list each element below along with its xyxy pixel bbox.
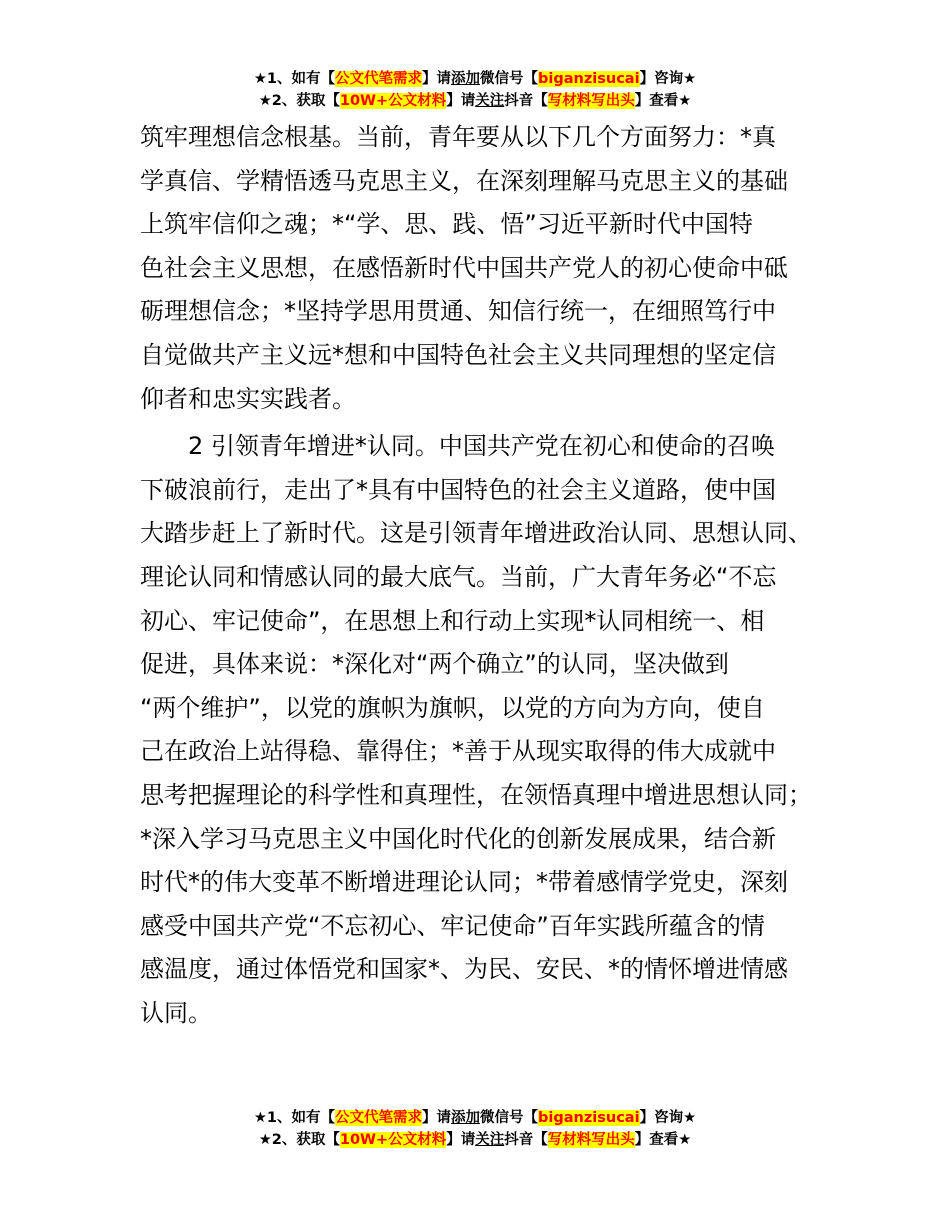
paragraph-1 [140,116,840,421]
text-line: 认同。 [140,998,212,1027]
text-line: 下破浪前行，走出了*具有中国特色的社会主义道路，使中国 [140,475,776,504]
text-line: 促进，具体来说：*深化对“两个确立”的认同，坚决做到 [140,650,729,679]
text-line: 自觉做共产主义远*想和中国特色社会主义共同理想的坚定信 [140,340,776,369]
promo-text: 】咨询★ [639,1110,697,1126]
paragraph-2 [140,425,840,1035]
promo-footer-bottom [0,1107,950,1151]
promo-header-top [0,68,950,112]
promo-text: 】请 [422,71,452,87]
promo-highlight-service: 公文代笔需求 [335,1110,423,1126]
promo-highlight-douyin-id: 写材料写出头 [547,93,635,109]
text-line: 砺理想信念；*坚持学思用贯通、知信行统一，在细照笃行中 [140,297,776,326]
text-line: 学真信、学精悟透马克思主义，在深刻理解马克思主义的基础 [140,166,788,195]
text-line: 理论认同和情感认同的最大底气。当前，广大青年务必“不忘 [140,562,777,591]
text-line: 初心、牢记使命”，在思想上和行动上实现*认同相统一、相 [140,606,765,635]
promo-line-2 [0,1129,950,1151]
text-line: 色社会主义思想，在感悟新时代中国共产党人的初心使命中砥 [140,253,788,282]
promo-text: 】请 [446,93,476,109]
promo-text: ★2、获取【 [258,1132,340,1148]
text-line: 时代*的伟大变革不断增进理论认同；*带着感情学党史，深刻 [140,868,788,897]
promo-underlined-word: 关注 [475,1132,505,1148]
promo-underlined-word: 添加 [451,71,481,87]
promo-highlight-service: 公文代笔需求 [335,71,423,87]
text-line: 思考把握理论的科学性和真理性，在领悟真理中增进思想认同； [140,780,812,809]
promo-text: 】咨询★ [639,71,697,87]
promo-underlined-word: 关注 [475,93,505,109]
promo-text: 】查看★ [634,1132,692,1148]
promo-text: 】请 [446,1132,476,1148]
promo-text: 抖音【 [504,1132,548,1148]
document-body [140,116,840,1035]
promo-line-1 [0,68,950,90]
text-line: “两个维护”，以党的旗帜为旗帜，以党的方向为方向，使自 [140,693,765,722]
promo-underlined-word: 添加 [451,1110,481,1126]
promo-highlight-materials: 10W+公文材料 [339,1132,447,1148]
text-line: *深入学习马克思主义中国化时代化的创新发展成果，结合新 [140,824,776,853]
text-line: 2 引领青年增进*认同。中国共产党在初心和使命的召唤 [188,432,775,461]
promo-text: ★1、如有【 [253,1110,336,1126]
promo-line-2 [0,90,950,112]
promo-highlight-douyin-id: 写材料写出头 [547,1132,635,1148]
promo-text: 微信号【 [480,1110,539,1126]
text-line: 筑牢理想信念根基。当前，青年要从以下几个方面努力：*真 [140,123,776,151]
text-line: 大踏步赶上了新时代。这是引领青年增进政治认同、思想认同、 [140,519,812,548]
promo-text: 微信号【 [480,71,539,87]
promo-highlight-materials: 10W+公文材料 [339,93,447,109]
text-line: 上筑牢信仰之魂；*“学、思、践、悟”习近平新时代中国特 [140,210,753,239]
text-line: 己在政治上站得稳、靠得住；*善于从现实取得的伟大成就中 [140,737,776,766]
promo-text: 抖音【 [504,93,548,109]
promo-text: 】请 [422,1110,452,1126]
promo-text: ★1、如有【 [253,71,336,87]
text-line: 仰者和忠实实践者。 [140,384,356,413]
promo-highlight-wechat-id: biganzisucai [538,1110,640,1126]
promo-text: ★2、获取【 [258,93,340,109]
text-line: 感受中国共产党“不忘初心、牢记使命”百年实践所蕴含的情 [140,911,765,940]
text-line: 感温度，通过体悟党和国家*、为民、安民、*的情怀增进情感 [140,955,788,984]
promo-text: 】查看★ [634,93,692,109]
promo-line-1 [0,1107,950,1129]
promo-highlight-wechat-id: biganzisucai [538,71,640,87]
